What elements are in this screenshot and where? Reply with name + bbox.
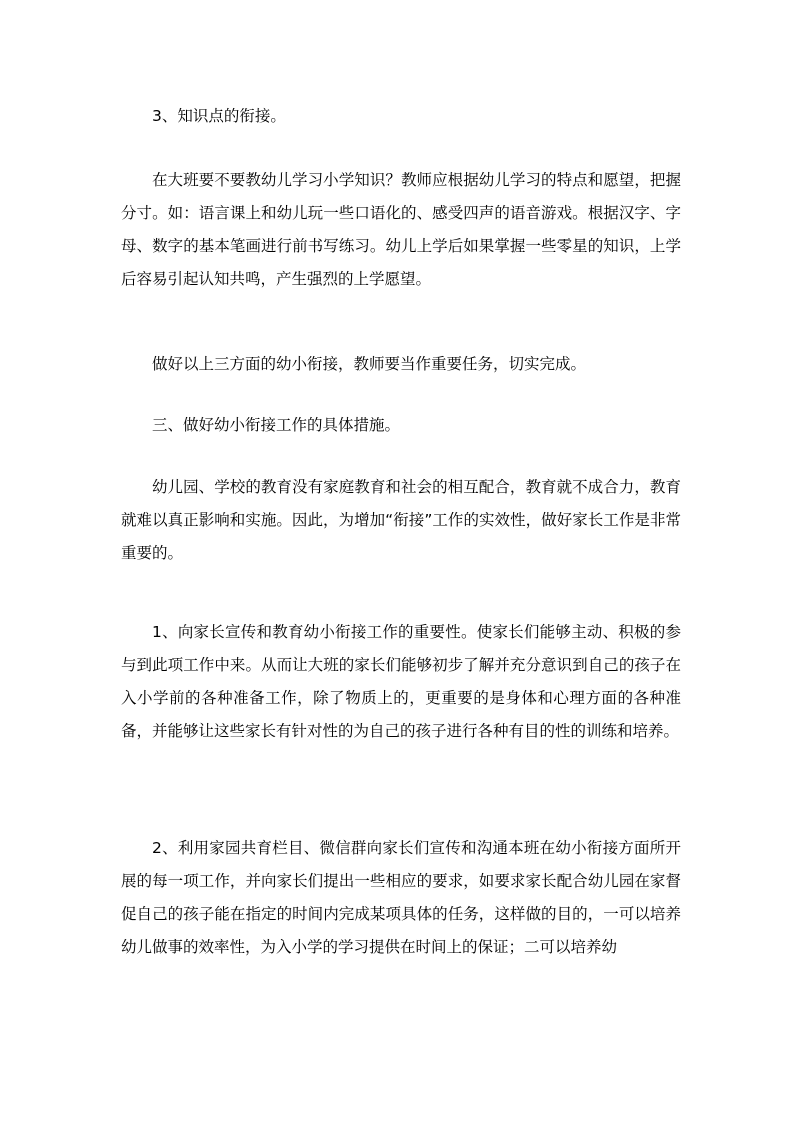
- paragraph-three-aspects-summary: 做好以上三方面的幼小衔接，教师要当作重要任务，切实完成。: [152, 355, 587, 373]
- paragraph-teaching-knowledge: 在大班要不要教幼儿学习小学知识？教师应根据幼儿学习的特点和愿望，把握分寸。如：语言课上和幼儿玩一些口语化的、感受四声的语音游戏。根据汉字、字母、数字的基本笔画进行前书写练习。幼儿上学后如果掌握一些零星的知识，上学后容易引起认知共鸣，产生强烈的上学愿望。: [121, 171, 681, 288]
- paragraph-measure-2: 2、利用家园共育栏目、微信群向家长们宣传和沟通本班在幼小衔接方面所开展的每一项工作，并向家长们提出一些相应的要求，如要求家长配合幼儿园在家督促自己的孩子能在指定的时间内完成某项具体的任务，这样做的目的，一可以培养幼儿做事的效率性，为入小学的学习提供在时间上的保证；二可以培养幼: [121, 839, 681, 956]
- section-heading-specific-measures: 三、做好幼小衔接工作的具体措施。: [152, 416, 401, 434]
- paragraph-knowledge-connection-heading: 3、知识点的衔接。: [152, 107, 286, 125]
- paragraph-family-cooperation: 幼儿园、学校的教育没有家庭教育和社会的相互配合，教育就不成合力，教育就难以真正影响和实施。因此，为增加“衔接”工作的实效性，做好家长工作是非常重要的。: [121, 478, 681, 562]
- paragraph-measure-1: 1、向家长宣传和教育幼小衔接工作的重要性。使家长们能够主动、积极的参与到此项工作中来。从而让大班的家长们能够初步了解并充分意识到自己的孩子在入小学前的各种准备工作，除了物质上的，更重要的是身体和心理方面的各种准备，并能够让这些家长有针对性的为自己的孩子进行各种有目的性的训练和培养。: [121, 623, 681, 740]
